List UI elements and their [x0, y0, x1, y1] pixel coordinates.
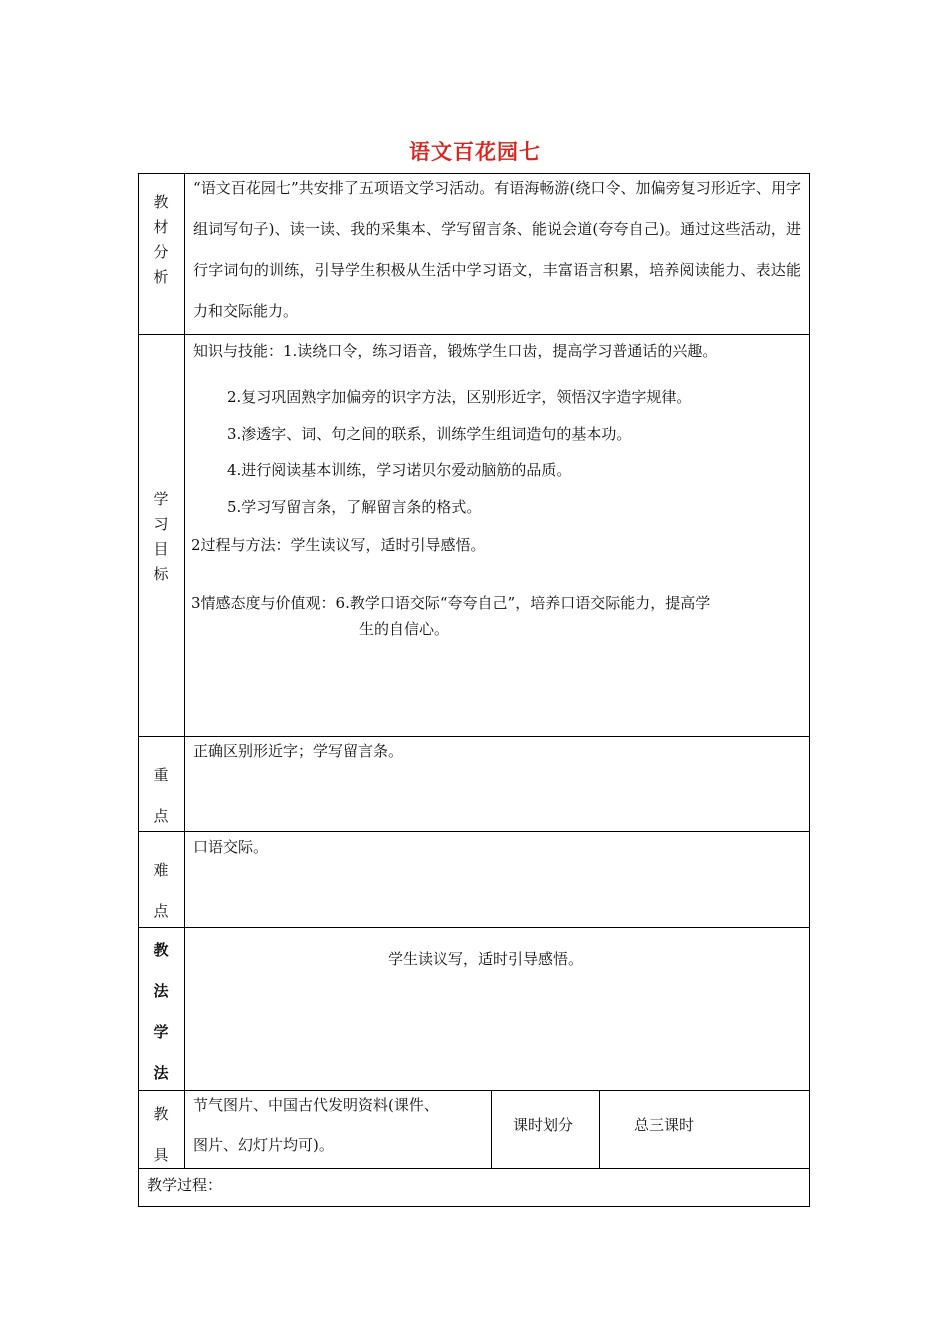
key-points-text: 正确区别形近字；学写留言条。: [193, 742, 404, 760]
difficulty-text: 口语交际。: [193, 838, 269, 856]
analysis-text: “语文百花园七”共安排了五项语文学习活动。有语海畅游(绕口令、加偏旁复习形近字、用字组词写句子)、读一读、我的采集本、学写留言条、能说会道(夸夸自己)。通过这些活动，进行字词句的训练，引导学生积极从生活中学习语文，丰富语言积累，培养阅读能力、表达能力和交际能力。: [193, 179, 801, 320]
goal-line-2: 2.复习巩固熟字加偏旁的识字方法，区别形近字，领悟汉字造字规律。: [227, 388, 692, 406]
goal-line-8: 生的自信心。: [359, 620, 450, 638]
methods-text: 学生读议写，适时引导感悟。: [388, 950, 584, 968]
period-label: 课时划分: [513, 1116, 574, 1134]
goal-line-7: 3情感态度与价值观：6.教学口语交际“夸夸自己”，培养口语交际能力，提高学: [191, 594, 711, 612]
period-value: 总三课时: [634, 1116, 695, 1134]
goal-line-4: 4.进行阅读基本训练，学习诺贝尔爱动脑筋的品质。: [227, 461, 572, 479]
methods-label: 教 法 学 法: [153, 941, 169, 1082]
goal-line-3: 3.渗透字、词、句之间的联系，训练学生组词造句的基本功。: [227, 425, 632, 443]
tools-text-line-2: 图片、幻灯片均可)。: [193, 1136, 334, 1154]
goal-line-5: 5.学习写留言条，了解留言条的格式。: [227, 498, 482, 516]
tools-label: 教 具: [153, 1105, 169, 1164]
analysis-label: 教 材 分 析: [153, 193, 169, 286]
process-label: 教学过程：: [147, 1176, 223, 1194]
key-points-label: 重 点: [153, 766, 169, 825]
goal-line-1: 知识与技能：1.读绕口令，练习语音，锻炼学生口齿，提高学习普通话的兴趣。: [193, 342, 718, 360]
goals-label: 学 习 目 标: [153, 490, 169, 583]
difficulty-label: 难 点: [153, 861, 169, 920]
page-title: 语文百花园七: [409, 139, 541, 164]
goal-line-6: 2过程与方法：学生读议写，适时引导感悟。: [191, 536, 486, 554]
tools-text-line-1: 节气图片、中国古代发明资料(课件、: [193, 1096, 439, 1114]
